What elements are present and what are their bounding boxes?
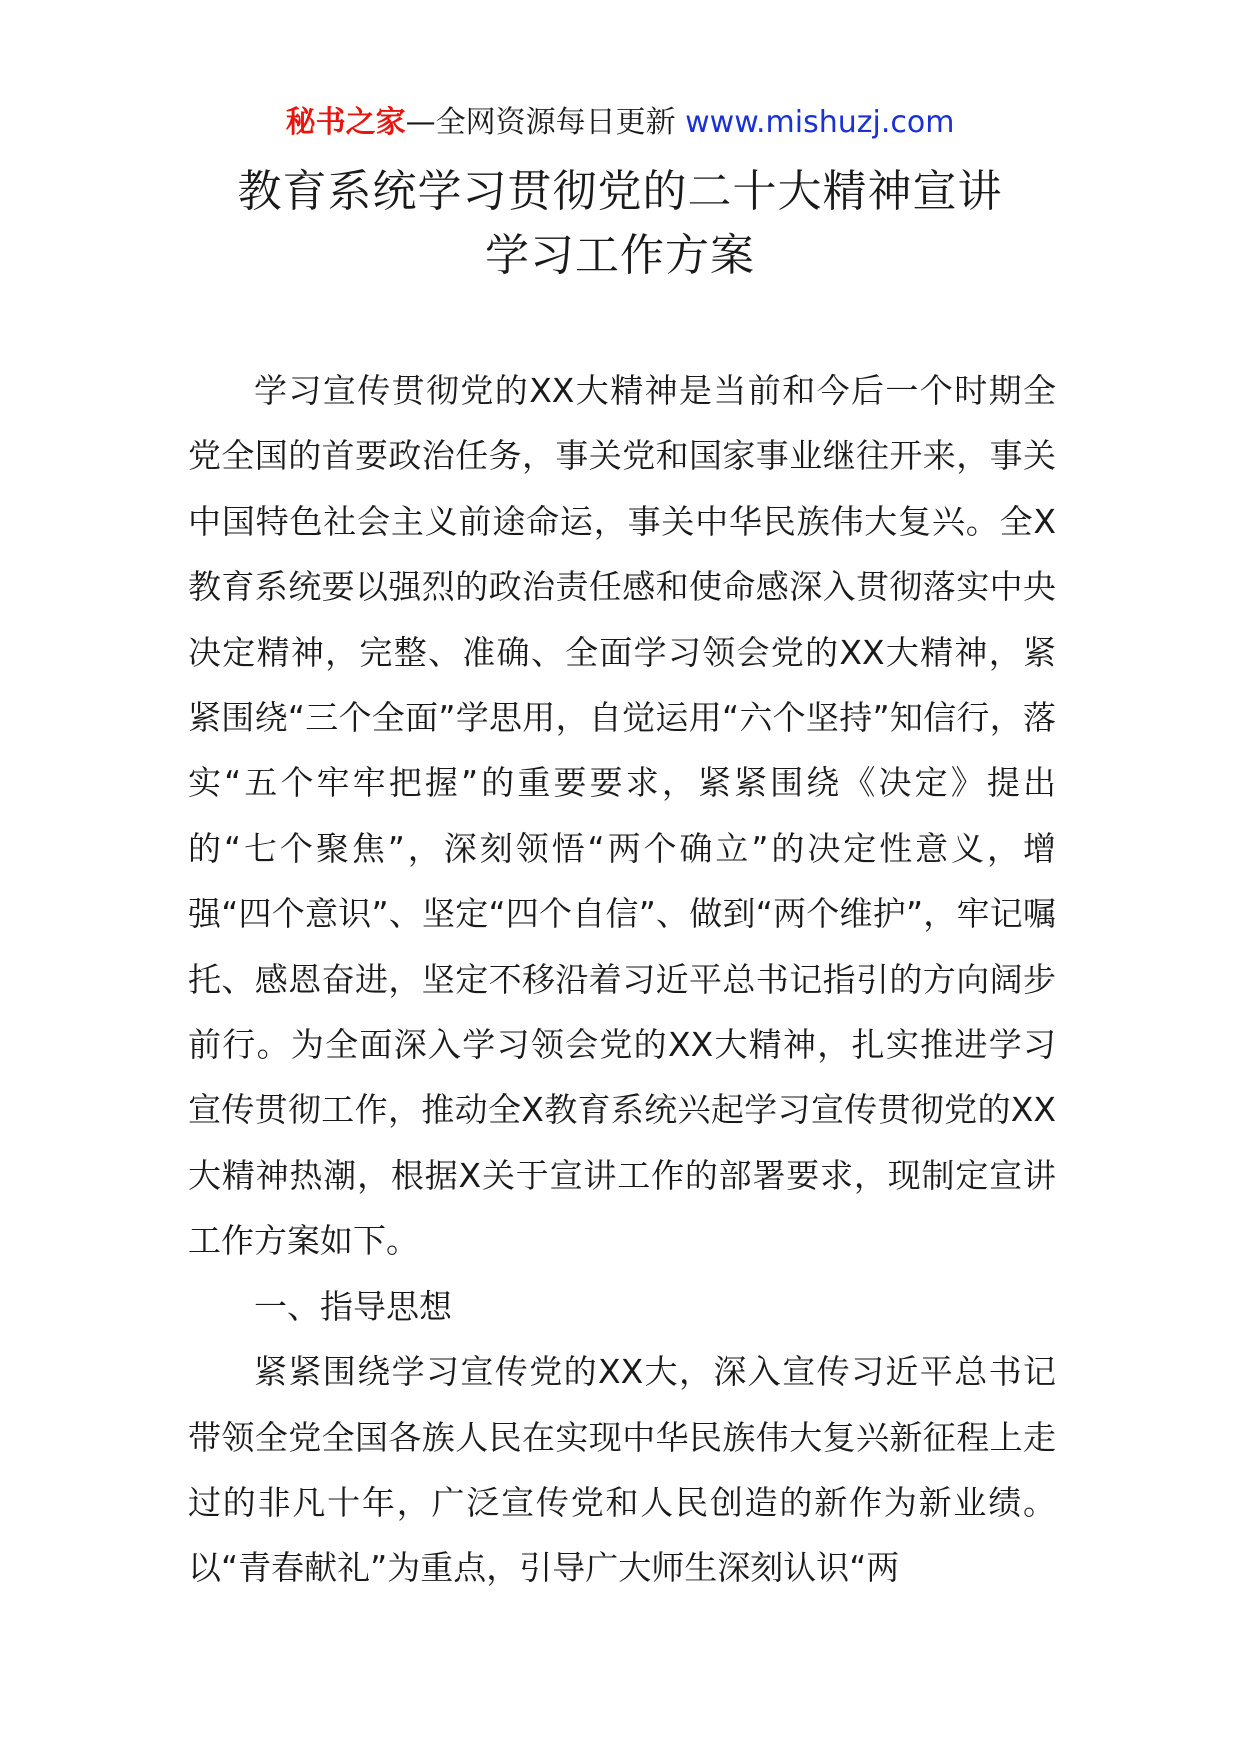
site-banner (0, 102, 1240, 144)
document-body (188, 358, 1056, 1601)
site-url-link[interactable]: www.mishuzj.com (685, 105, 955, 140)
document-title-line-1: 教育系统学习贯彻党的二十大精神宣讲 (237, 166, 1003, 217)
brand-name: 秘书之家 (285, 105, 406, 140)
document-title-line-2: 学习工作方案 (485, 230, 755, 281)
brand-slogan: —全网资源每日更新 (405, 105, 676, 140)
section-1-paragraph: 紧紧围绕学习宣传党的XX大，深入宣传习近平总书记带领全党全国各族人民在实现中华民族伟大复兴新征程上走过的非凡十年，广泛宣传党和人民创造的新作为新业绩。以“青春献礼”为重点，引导广大师生深刻认识“两 (188, 1352, 1056, 1588)
section-1-heading: 一、指导思想 (254, 1286, 452, 1326)
intro-paragraph: 学习宣传贯彻党的XX大精神是当前和今后一个时期全党全国的首要政治任务，事关党和国家事业继往开来，事关中国特色社会主义前途命运，事关中华民族伟大复兴。全X教育系统要以强烈的政治责任感和使命感深入贯彻落实中央决定精神，完整、准确、全面学习领会党的XX大精神，紧紧围绕“三个全面”学思用，自觉运用“六个坚持”知信行，落实“五个牢牢把握”的重要要求，紧紧围绕《决定》提出的“七个聚焦”，深刻领悟“两个确立”的决定性意义，增强“四个意识”、坚定“四个自信”、做到“两个维护”，牢记嘱托、感恩奋进，坚定不移沿着习近平总书记指引的方向阔步前行。为全面深入学习领会党的XX大精神，扎实推进学习宣传贯彻工作，推动全X教育系统兴起学习宣传贯彻党的XX大精神热潮，根据X关于宣讲工作的部署要求，现制定宣讲工作方案如下。 (188, 371, 1056, 1261)
